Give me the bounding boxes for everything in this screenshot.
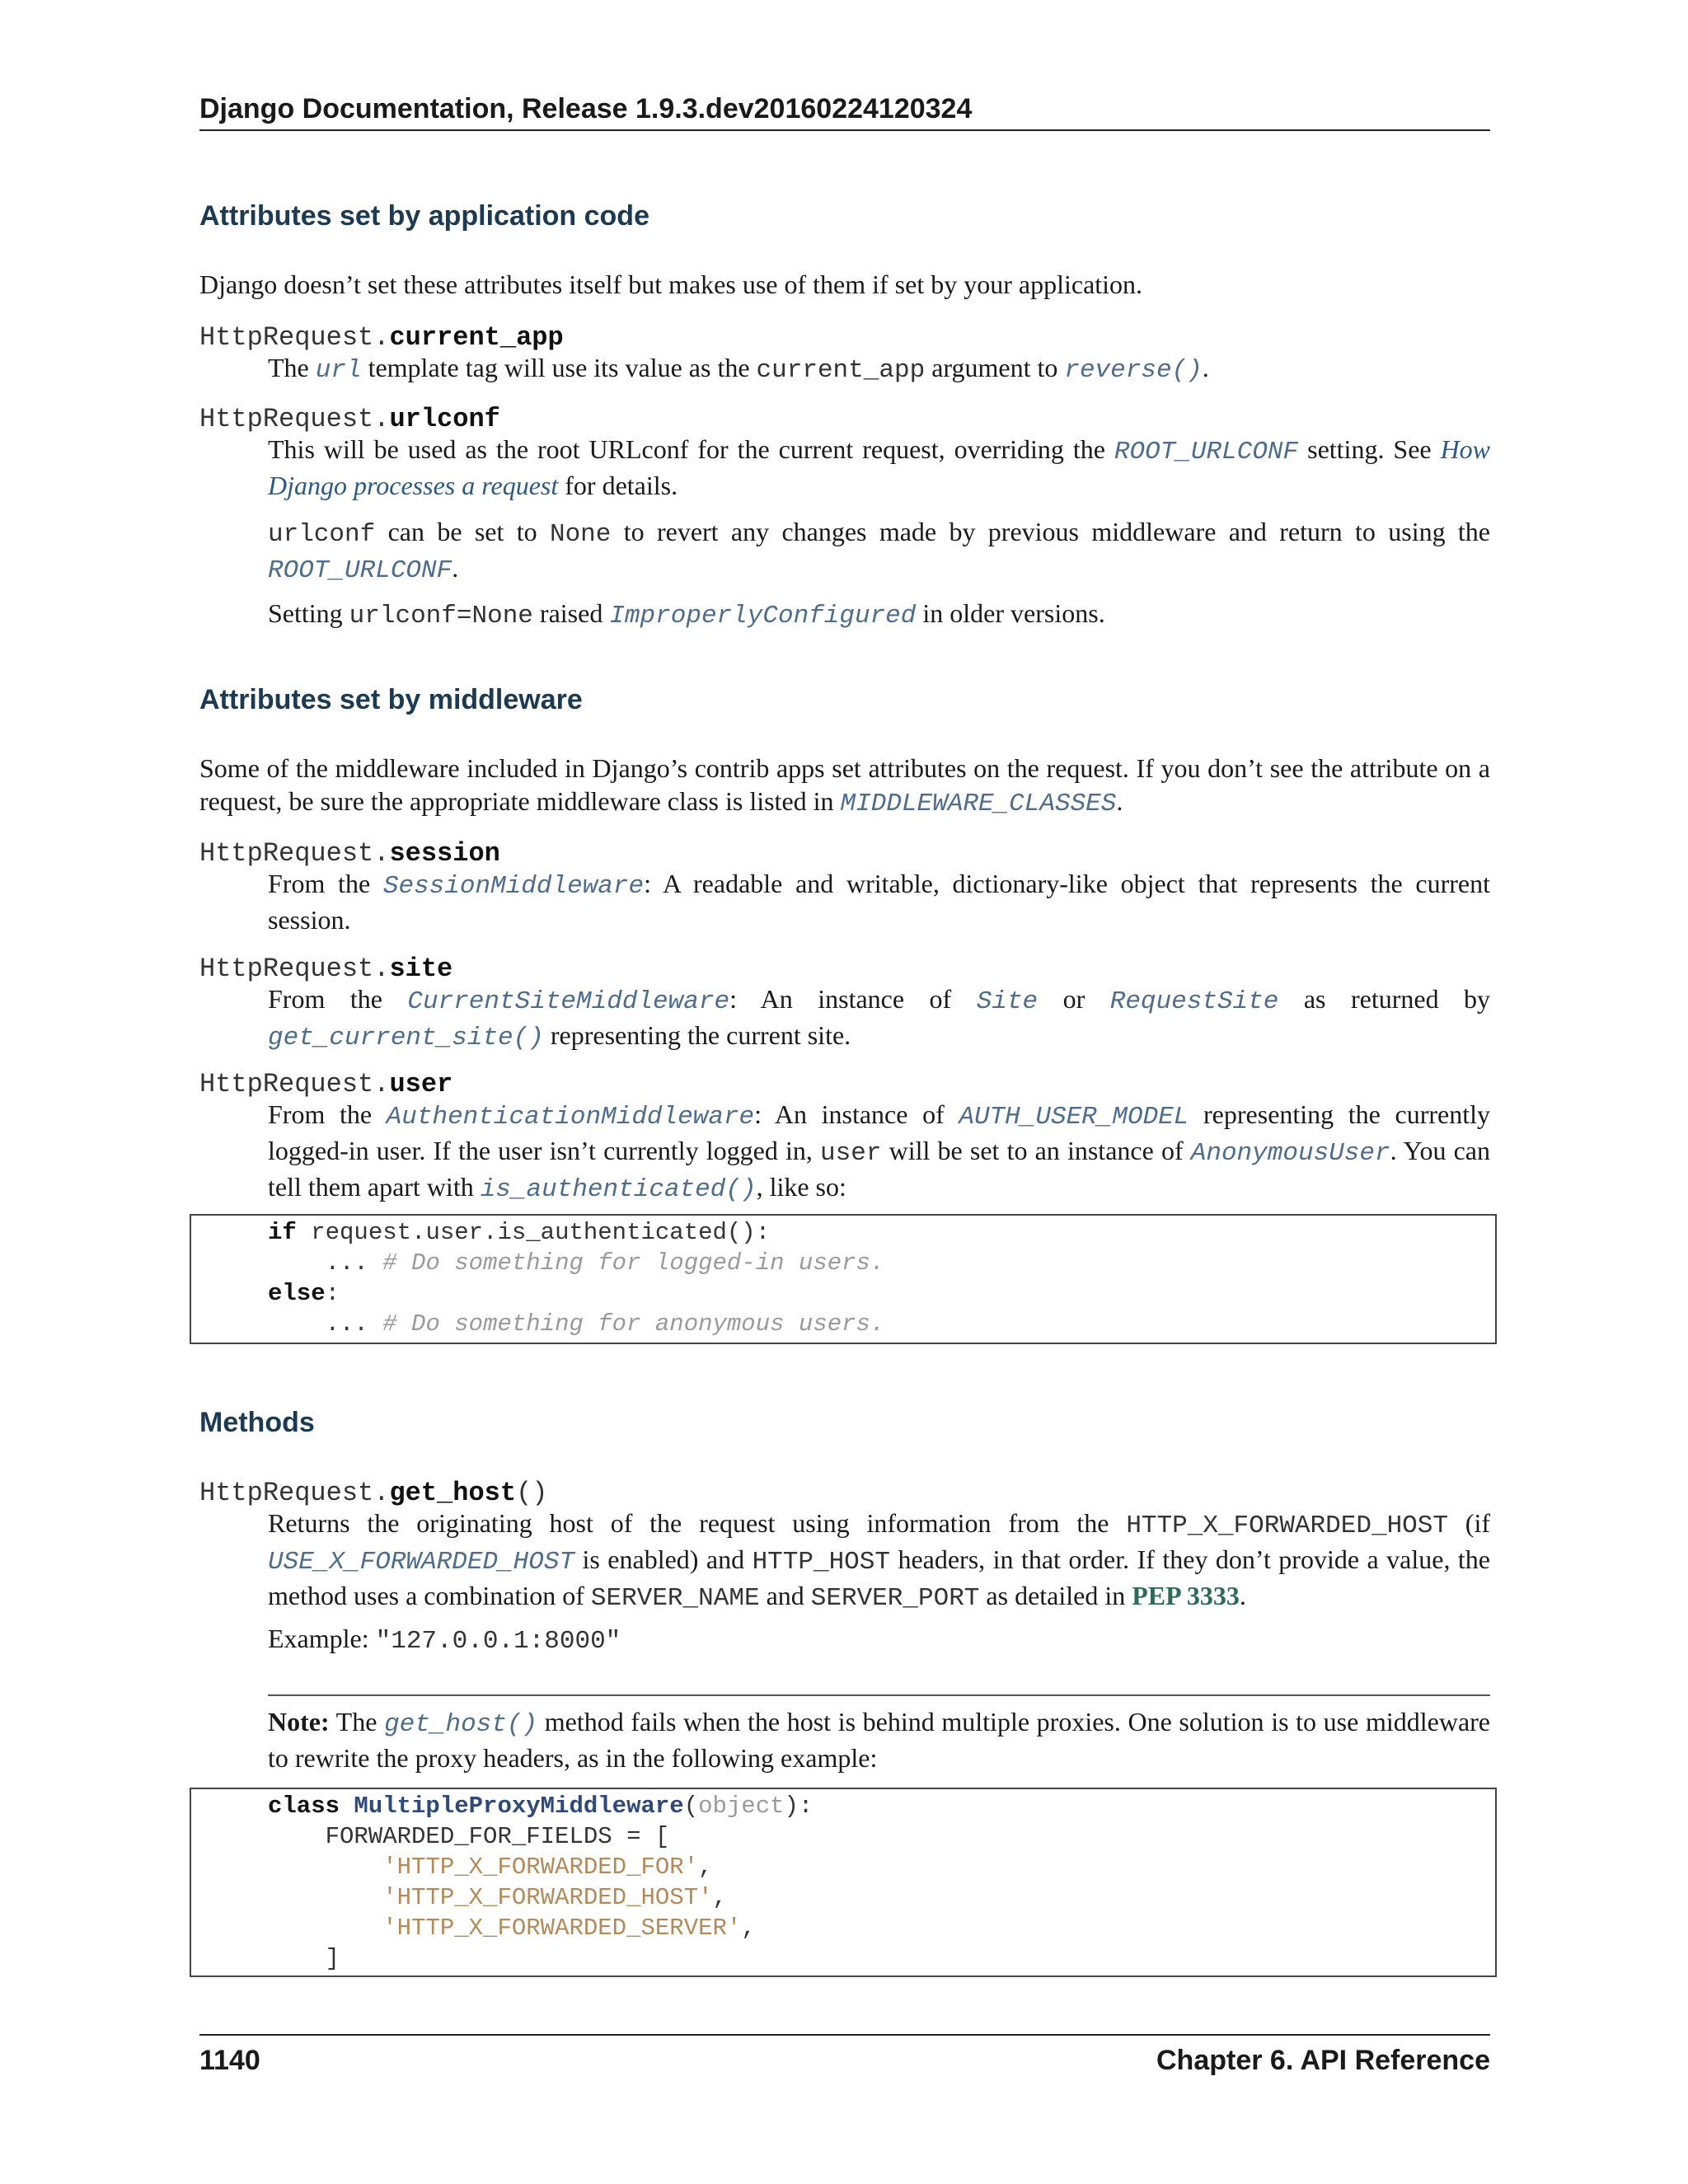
code-text: : xyxy=(325,1280,340,1307)
literal: HTTP_X_FORWARDED_HOST xyxy=(1126,1511,1448,1540)
class-prefix: HttpRequest. xyxy=(199,404,390,434)
section-intro: Django doesn’t set these attributes itself but makes use of them if set by your application. xyxy=(199,269,1143,299)
code-text: ): xyxy=(784,1793,814,1820)
code-line xyxy=(268,1218,770,1248)
method-parens: () xyxy=(516,1478,548,1508)
text: method fails when the host is behind multiple proxies. One solution is to use middleware to rewrite the proxy headers, as in the following example: xyxy=(268,1707,1491,1773)
footer-rule xyxy=(199,2034,1490,2036)
literal: user xyxy=(820,1139,882,1168)
note-box xyxy=(268,1705,1490,1774)
text: Returns the originating host of the request using information from the xyxy=(268,1508,1127,1538)
text: . You can tell them apart with xyxy=(268,1136,1491,1202)
section-heading-methods: Methods xyxy=(199,1407,315,1438)
code-line xyxy=(268,1914,756,1943)
ref-anonymous-user[interactable]: AnonymousUser xyxy=(1190,1139,1390,1168)
running-header: Django Documentation, Release 1.9.3.dev20160224120324 xyxy=(199,93,973,124)
text: will be set to an instance of xyxy=(881,1136,1191,1165)
text: . xyxy=(1202,353,1209,382)
code-line xyxy=(268,1853,713,1882)
class-prefix: HttpRequest. xyxy=(199,1478,390,1508)
code-text xyxy=(268,1854,382,1881)
literal: HTTP_HOST xyxy=(752,1548,890,1577)
text: , like so: xyxy=(756,1172,846,1202)
class-prefix: HttpRequest. xyxy=(199,322,390,353)
literal: urlconf=None xyxy=(349,602,533,630)
builtin: object xyxy=(698,1793,785,1820)
ref-url[interactable]: url xyxy=(315,356,362,385)
code-text xyxy=(340,1793,354,1820)
header-rule xyxy=(199,129,1490,131)
text: or xyxy=(1038,984,1110,1014)
text: to revert any changes made by previous middleware and return to using the xyxy=(611,517,1491,546)
string-literal: 'HTTP_X_FORWARDED_HOST' xyxy=(382,1884,713,1911)
note-rule xyxy=(268,1694,1490,1696)
attr-signature-site xyxy=(199,950,452,986)
text: . xyxy=(452,553,459,583)
code-line xyxy=(268,1883,727,1913)
code-text: , xyxy=(712,1884,727,1911)
attr-signature-user xyxy=(199,1066,452,1101)
ref-session-middleware[interactable]: SessionMiddleware xyxy=(382,872,645,901)
comment: # Do something for anonymous users. xyxy=(382,1310,885,1338)
ref-site[interactable]: Site xyxy=(976,987,1039,1016)
attr-description-session xyxy=(268,867,1490,936)
text: as returned by xyxy=(1278,984,1491,1014)
chapter-title: Chapter 6. API Reference xyxy=(1156,2045,1490,2076)
ref-root-urlconf[interactable]: ROOT_URLCONF xyxy=(268,556,452,585)
text: The xyxy=(268,353,316,382)
text: : A readable and writable, dictionary-like object that represents the current session. xyxy=(268,869,1491,935)
code-text: , xyxy=(741,1915,756,1942)
text: Setting xyxy=(268,598,349,628)
class-prefix: HttpRequest. xyxy=(199,1069,390,1099)
attr-name: current_app xyxy=(389,322,564,353)
section-intro xyxy=(199,752,1490,821)
attr-description-urlconf-p3 xyxy=(268,597,1490,633)
text: representing the current site. xyxy=(543,1020,851,1050)
attr-signature-urlconf xyxy=(199,401,500,436)
example-label: Example: xyxy=(268,1624,376,1653)
ref-is-authenticated[interactable]: is_authenticated() xyxy=(480,1175,757,1204)
text: : An instance of xyxy=(754,1099,959,1129)
attr-description-urlconf-p2 xyxy=(268,515,1490,588)
attr-signature-current-app xyxy=(199,319,564,354)
text: for details. xyxy=(558,471,678,500)
text: argument to xyxy=(925,353,1065,382)
attr-name: urlconf xyxy=(389,404,500,434)
attr-name: site xyxy=(389,954,453,984)
text: and xyxy=(759,1581,811,1610)
ref-auth-user-model[interactable]: AUTH_USER_MODEL xyxy=(959,1103,1189,1132)
method-description-get-host xyxy=(268,1507,1490,1615)
class-name: MultipleProxyMiddleware xyxy=(354,1793,684,1820)
text: : An instance of xyxy=(729,984,977,1014)
example-line xyxy=(268,1622,1490,1658)
code-text: request.user.is_authenticated(): xyxy=(296,1219,771,1246)
code-line xyxy=(268,1279,340,1309)
string-literal: 'HTTP_X_FORWARDED_SERVER' xyxy=(382,1915,742,1942)
pep-link[interactable]: PEP 3333 xyxy=(1132,1581,1240,1610)
comment: # Do something for logged-in users. xyxy=(382,1249,885,1277)
text: From the xyxy=(268,984,408,1014)
attr-description-user xyxy=(268,1098,1490,1207)
code-text xyxy=(268,1915,382,1942)
literal: None xyxy=(549,520,612,549)
ref-get-host[interactable]: get_host() xyxy=(384,1710,538,1739)
code-text xyxy=(268,1884,382,1911)
text: representing the currently logged-in user. If the user isn’t currently logged in, xyxy=(268,1099,1491,1165)
code-text: ... xyxy=(268,1310,383,1338)
text: headers, in that order. If they don’t provide a value, the method uses a combination of xyxy=(268,1544,1491,1610)
class-prefix: HttpRequest. xyxy=(199,954,390,984)
attr-signature-session xyxy=(199,835,500,870)
text: raised xyxy=(532,598,610,628)
literal: urlconf xyxy=(268,520,376,549)
ref-root-urlconf[interactable]: ROOT_URLCONF xyxy=(1114,438,1299,466)
text: template tag will use its value as the xyxy=(361,353,757,382)
code-block-proxy-middleware xyxy=(190,1788,1497,1977)
code-line xyxy=(268,1944,340,1974)
code-line xyxy=(268,1310,884,1339)
text: . xyxy=(1116,786,1123,816)
literal: SERVER_PORT xyxy=(810,1584,980,1613)
ref-use-x-forwarded-host[interactable]: USE_X_FORWARDED_HOST xyxy=(268,1548,575,1577)
code-line xyxy=(268,1249,884,1278)
literal: SERVER_NAME xyxy=(590,1584,760,1613)
code-line xyxy=(268,1822,669,1852)
text: in older versions. xyxy=(916,598,1105,628)
code-line xyxy=(268,1792,813,1821)
literal: current_app xyxy=(756,356,926,385)
text: (if xyxy=(1447,1508,1491,1538)
example-value: "127.0.0.1:8000" xyxy=(375,1627,621,1656)
text: From the xyxy=(268,869,383,898)
ref-authentication-middleware[interactable]: AuthenticationMiddleware xyxy=(386,1103,755,1132)
class-prefix: HttpRequest. xyxy=(199,838,390,869)
code-text: FORWARDED_FOR_FIELDS = [ xyxy=(268,1823,670,1850)
page-number: 1140 xyxy=(199,2045,260,2076)
note-label: Note: xyxy=(268,1707,330,1736)
code-text: ( xyxy=(683,1793,699,1820)
text: can be set to xyxy=(375,517,550,546)
text: Some of the middleware included in Django’s contrib apps set attributes on the request. If you don’t see the attribute on a request, be sure the appropriate middleware class is listed in xyxy=(199,753,1490,816)
attr-description-current-app xyxy=(268,351,1490,387)
method-name: get_host xyxy=(389,1478,517,1508)
section-heading-application-code: Attributes set by application code xyxy=(199,200,649,232)
keyword: if xyxy=(268,1219,297,1246)
text: as detailed in xyxy=(979,1581,1132,1610)
text: From the xyxy=(268,1099,387,1129)
attr-description-urlconf-p1 xyxy=(268,433,1490,502)
attr-name: user xyxy=(389,1069,453,1099)
keyword: else xyxy=(268,1280,326,1307)
link-how-django-processes[interactable]: How Django processes a request xyxy=(268,434,1491,500)
attr-name: session xyxy=(389,838,500,869)
string-literal: 'HTTP_X_FORWARDED_FOR' xyxy=(382,1854,699,1881)
method-signature-get-host xyxy=(199,1474,547,1510)
text: is enabled) and xyxy=(574,1544,753,1574)
keyword: class xyxy=(268,1793,340,1820)
code-text: , xyxy=(698,1854,713,1881)
ref-request-site[interactable]: RequestSite xyxy=(1109,987,1279,1016)
ref-improperly-configured[interactable]: ImproperlyConfigured xyxy=(609,602,917,630)
ref-current-site-middleware[interactable]: CurrentSiteMiddleware xyxy=(407,987,730,1016)
code-text: ] xyxy=(268,1945,340,1972)
section-heading-middleware: Attributes set by middleware xyxy=(199,684,583,715)
text: . xyxy=(1239,1581,1246,1610)
text: The xyxy=(329,1707,385,1736)
text: This will be used as the root URLconf for the current request, overriding the xyxy=(268,434,1114,464)
code-block-is-authenticated xyxy=(190,1214,1497,1344)
text: setting. See xyxy=(1298,434,1441,464)
ref-middleware-classes[interactable]: MIDDLEWARE_CLASSES xyxy=(840,790,1117,818)
ref-reverse[interactable]: reverse() xyxy=(1064,356,1203,385)
attr-description-site xyxy=(268,982,1490,1055)
code-text: ... xyxy=(268,1249,383,1277)
ref-get-current-site[interactable]: get_current_site() xyxy=(268,1024,544,1052)
